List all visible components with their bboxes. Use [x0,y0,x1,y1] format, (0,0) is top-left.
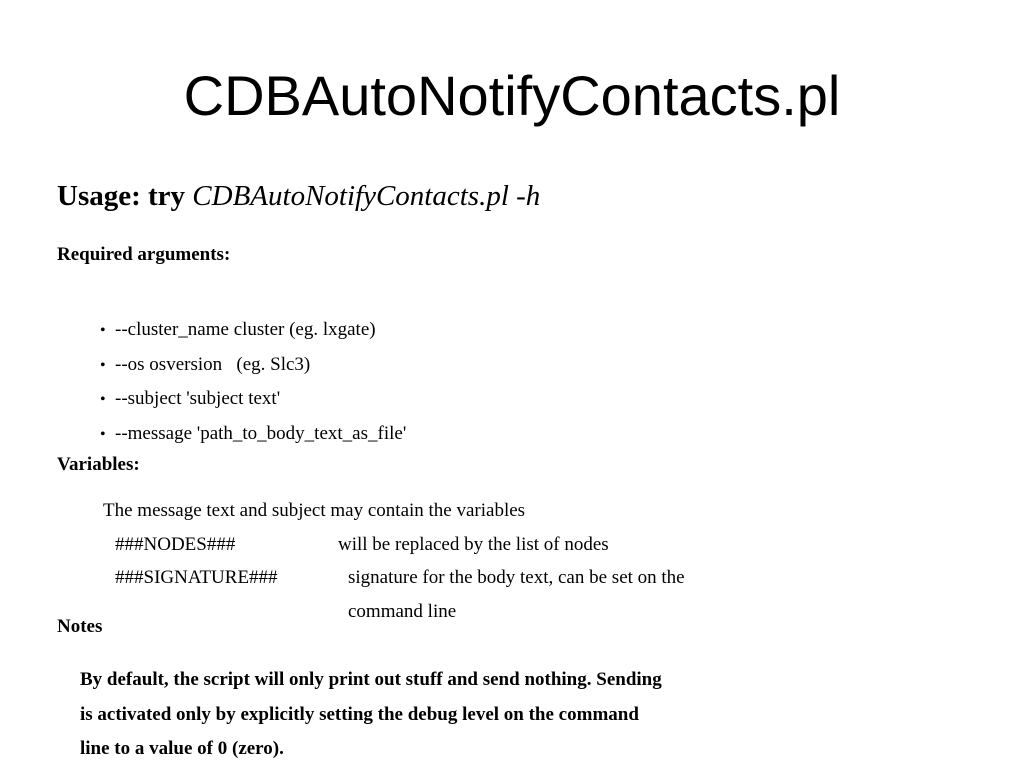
page-title: CDBAutoNotifyContacts.pl [183,64,841,127]
notes-line: is activated only by explicitly setting the debug level on the command [80,703,639,725]
usage-line [57,178,540,214]
bullet-icon: • [100,425,106,443]
variable-description: will be replaced by the list of nodes [338,534,609,555]
argument-text: --message 'path_to_body_text_as_file' [115,422,407,444]
usage-command: CDBAutoNotifyContacts.pl -h [192,180,541,212]
variable-description: signature for the body text, can be set on the [348,567,685,588]
list-item [100,313,406,348]
list-item [100,417,406,452]
list-item [100,348,406,383]
argument-text: --cluster_name cluster (eg. lxgate) [115,319,376,340]
notes-line: line to a value of 0 (zero). [80,738,284,759]
variables-heading: Variables: [57,454,140,475]
variables-intro: The message text and subject may contain the variables [103,500,526,521]
bullet-icon: • [100,391,106,408]
variable-description-continuation: command line [348,601,457,622]
required-arguments-heading: Required arguments: [57,244,231,265]
notes-text [80,663,800,767]
bullet-icon: • [100,322,106,339]
list-item [100,382,406,417]
argument-text: --os osversion (eg. Slc3) [115,353,311,375]
notes-line: By default, the script will only print out stuff and send nothing. Sending [80,669,662,690]
notes-heading: Notes [57,616,103,637]
variable-name: ###SIGNATURE### [115,567,278,588]
usage-label: Usage: try [57,180,193,212]
argument-text: --subject 'subject text' [115,388,281,409]
variable-name: ###NODES### [115,534,236,555]
required-arguments-list [100,313,406,451]
bullet-icon: • [100,356,106,374]
